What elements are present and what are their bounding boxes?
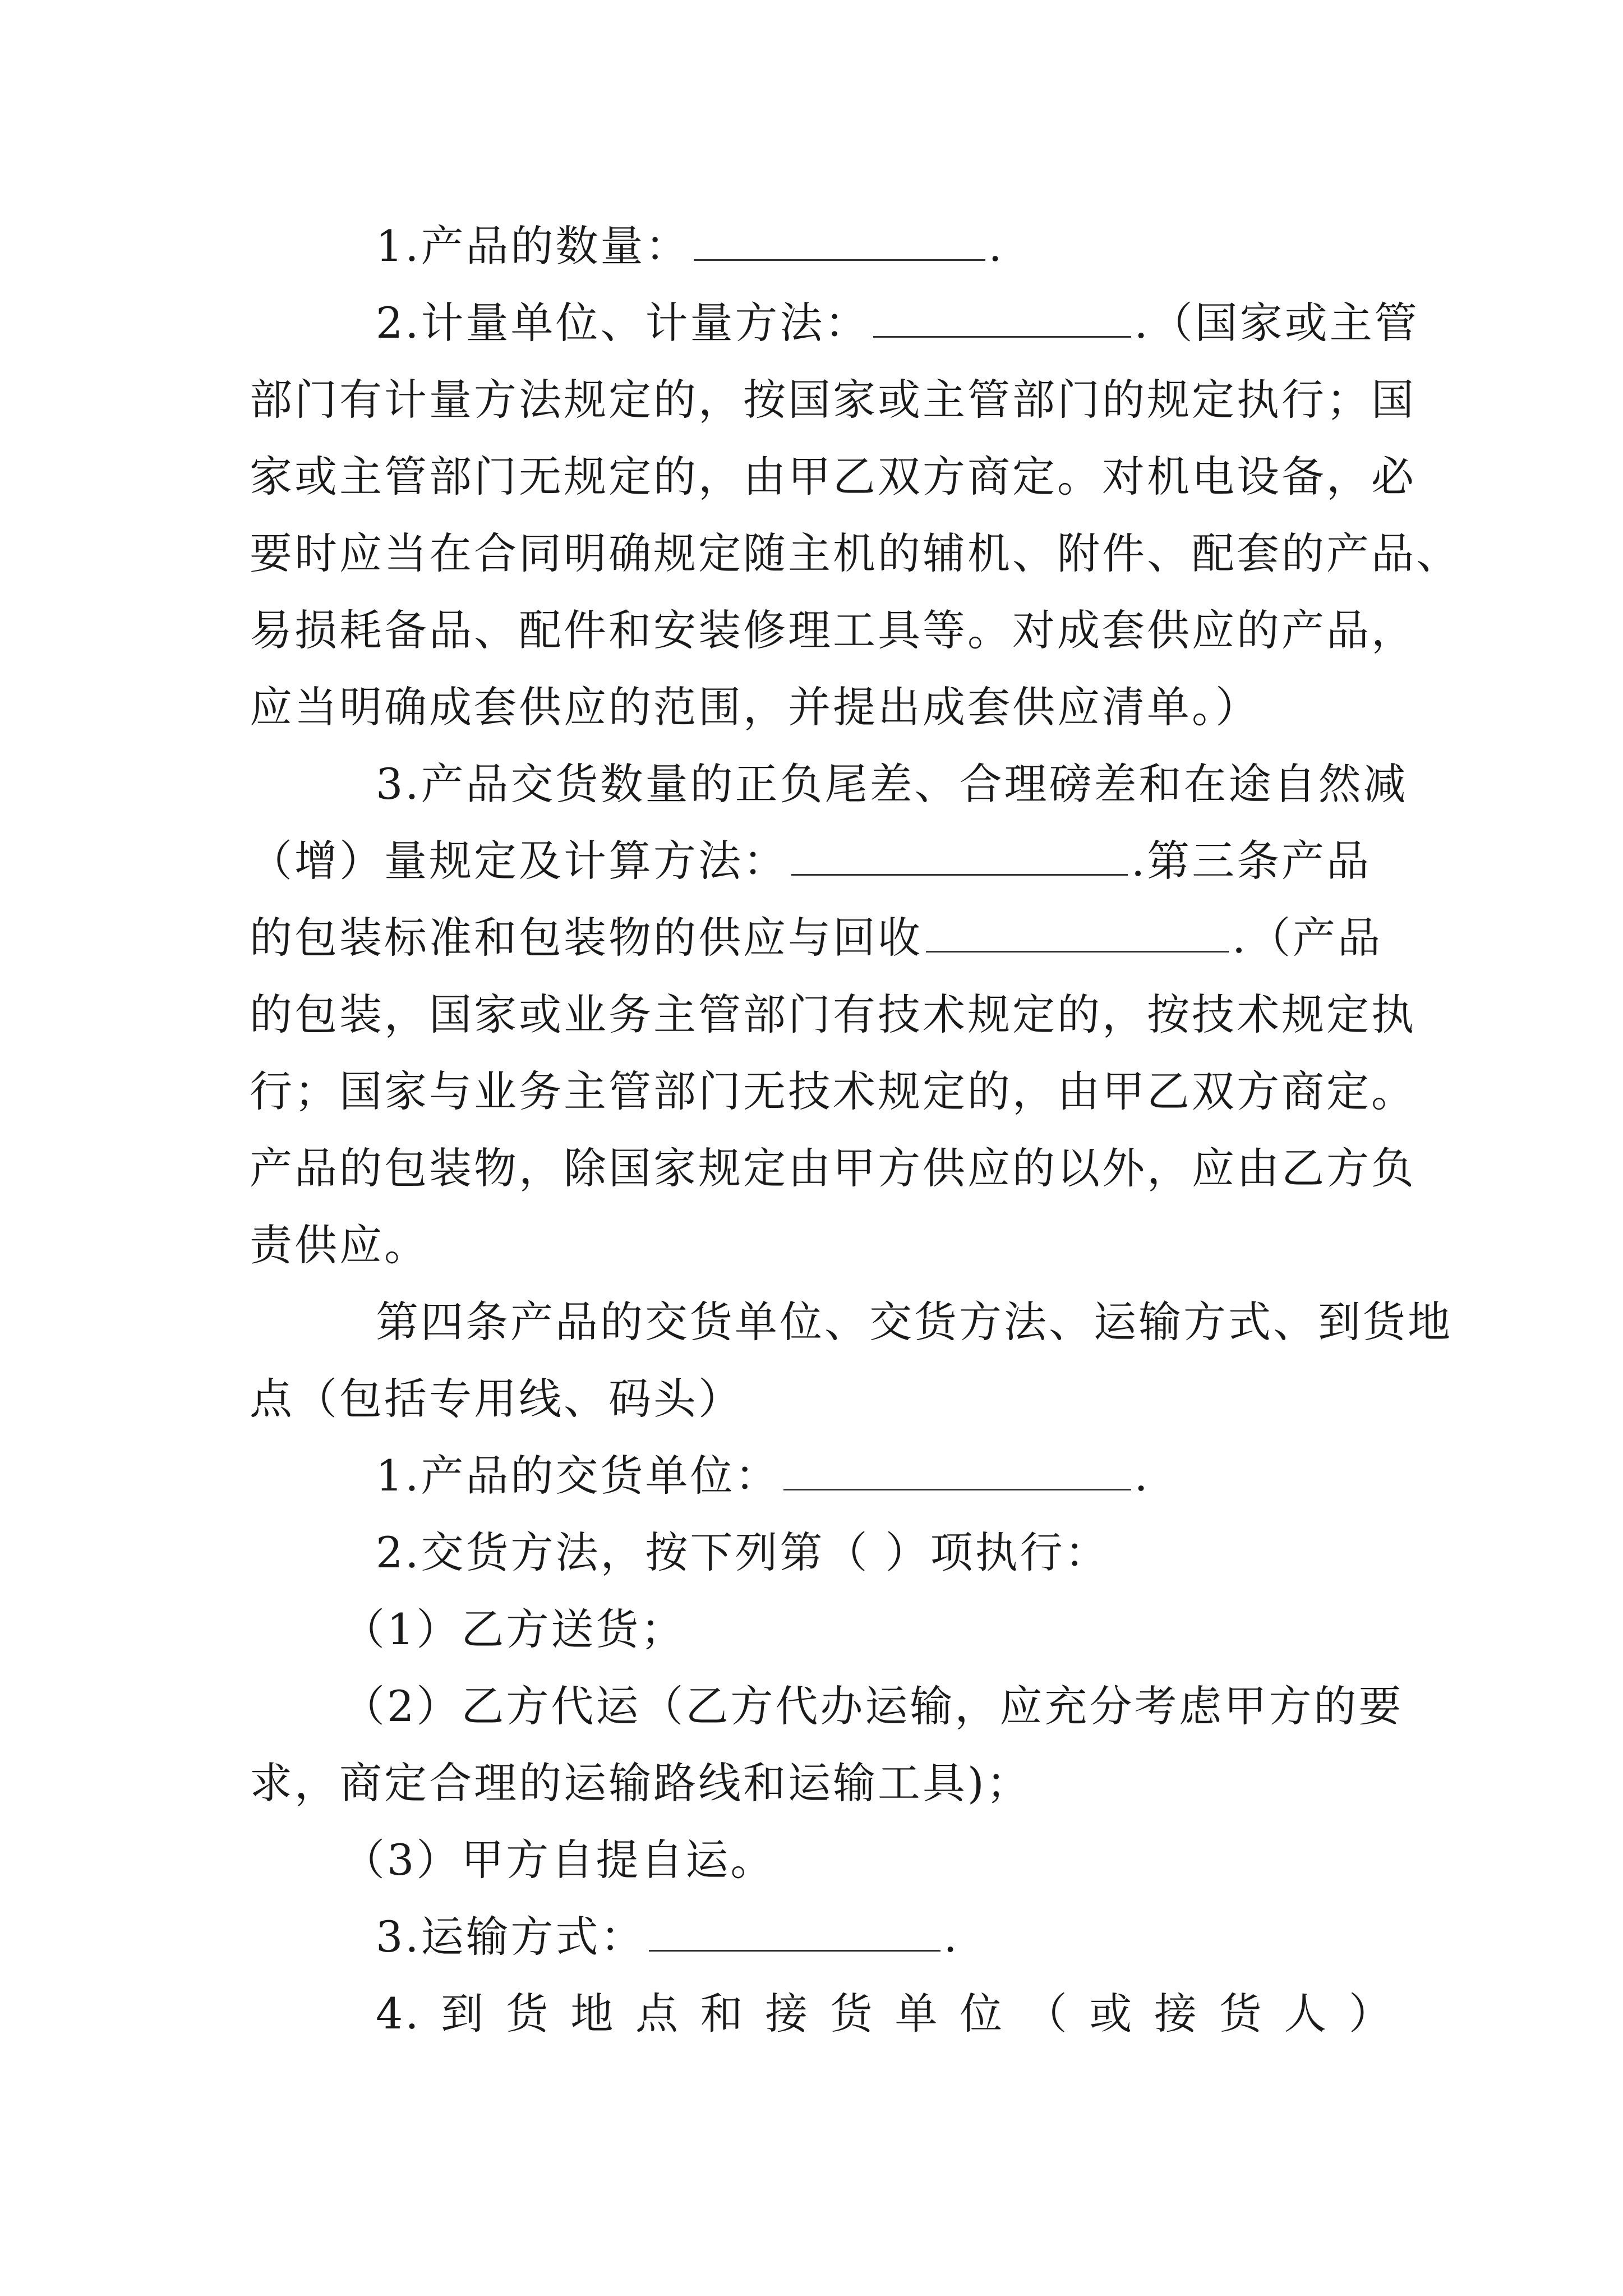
- clause-line-spaced: 4. 到 货 地 点 和 接 货 单 位 （ 或 接 货 人 ）: [376, 1989, 1394, 2039]
- paragraph-line: 易损耗备品、配件和安装修理工具等。对成套供应的产品，: [250, 605, 1416, 655]
- option-item: （2）乙方代运（乙方代办运输，应充分考虑甲方的要: [342, 1681, 1404, 1731]
- paragraph-line: 求，商定合理的运输路线和运输工具)；: [250, 1758, 1031, 1808]
- clause-line: 2.计量单位、计量方法： .（国家或主管: [250, 284, 1394, 361]
- option-item: （1）乙方送货；: [342, 1604, 686, 1654]
- paragraph-line: 点（包括专用线、码头）: [250, 1374, 743, 1424]
- fill-in-blank[interactable]: [926, 906, 1229, 953]
- paragraph-line: 责供应。: [250, 1220, 429, 1270]
- fill-in-blank[interactable]: [783, 1444, 1131, 1490]
- option-item: （3）甲方自提自运。: [342, 1835, 776, 1885]
- fill-in-blank[interactable]: [649, 1905, 940, 1952]
- fill-in-blank[interactable]: [873, 291, 1131, 338]
- fill-in-blank[interactable]: [791, 829, 1128, 876]
- clause-line: 3.运输方式： .: [250, 1898, 1394, 1975]
- document-body: [250, 208, 1461, 2052]
- paragraph-line: 部门有计量方法规定的，按国家或主管部门的规定执行；国: [250, 375, 1416, 425]
- clause-line: 2.交货方法，按下列第（ ）项执行：: [376, 1527, 1110, 1577]
- paragraph-line: 的包装，国家或业务主管部门有技术规定的，按技术规定执: [250, 990, 1416, 1039]
- clause-line: （增）量规定及计算方法： .第三条产品: [250, 822, 1394, 899]
- fill-in-blank[interactable]: [694, 214, 985, 261]
- paragraph-line: 产品的包装物，除国家规定由甲方供应的以外，应由乙方负: [250, 1143, 1416, 1193]
- clause-line: 的包装标准和包装物的供应与回收 .（产品: [250, 899, 1394, 976]
- paragraph-line: 家或主管部门无规定的，由甲乙双方商定。对机电设备，必: [250, 452, 1416, 501]
- paragraph-line: 要时应当在合同明确规定随主机的辅机、附件、配套的产品、: [250, 528, 1461, 578]
- clause-line: 3.产品交货数量的正负尾差、合理磅差和在途自然减: [376, 759, 1408, 809]
- paragraph-line: 行；国家与业务主管部门无技术规定的，由甲乙双方商定。: [250, 1066, 1416, 1116]
- article-heading: 第四条产品的交货单位、交货方法、运输方式、到货地: [376, 1297, 1453, 1347]
- clause-line: 1.产品的数量： .: [250, 208, 1394, 284]
- clause-line: 1.产品的交货单位： .: [250, 1437, 1394, 1514]
- paragraph-line: 应当明确成套供应的范围，并提出成套供应清单。）: [250, 682, 1260, 732]
